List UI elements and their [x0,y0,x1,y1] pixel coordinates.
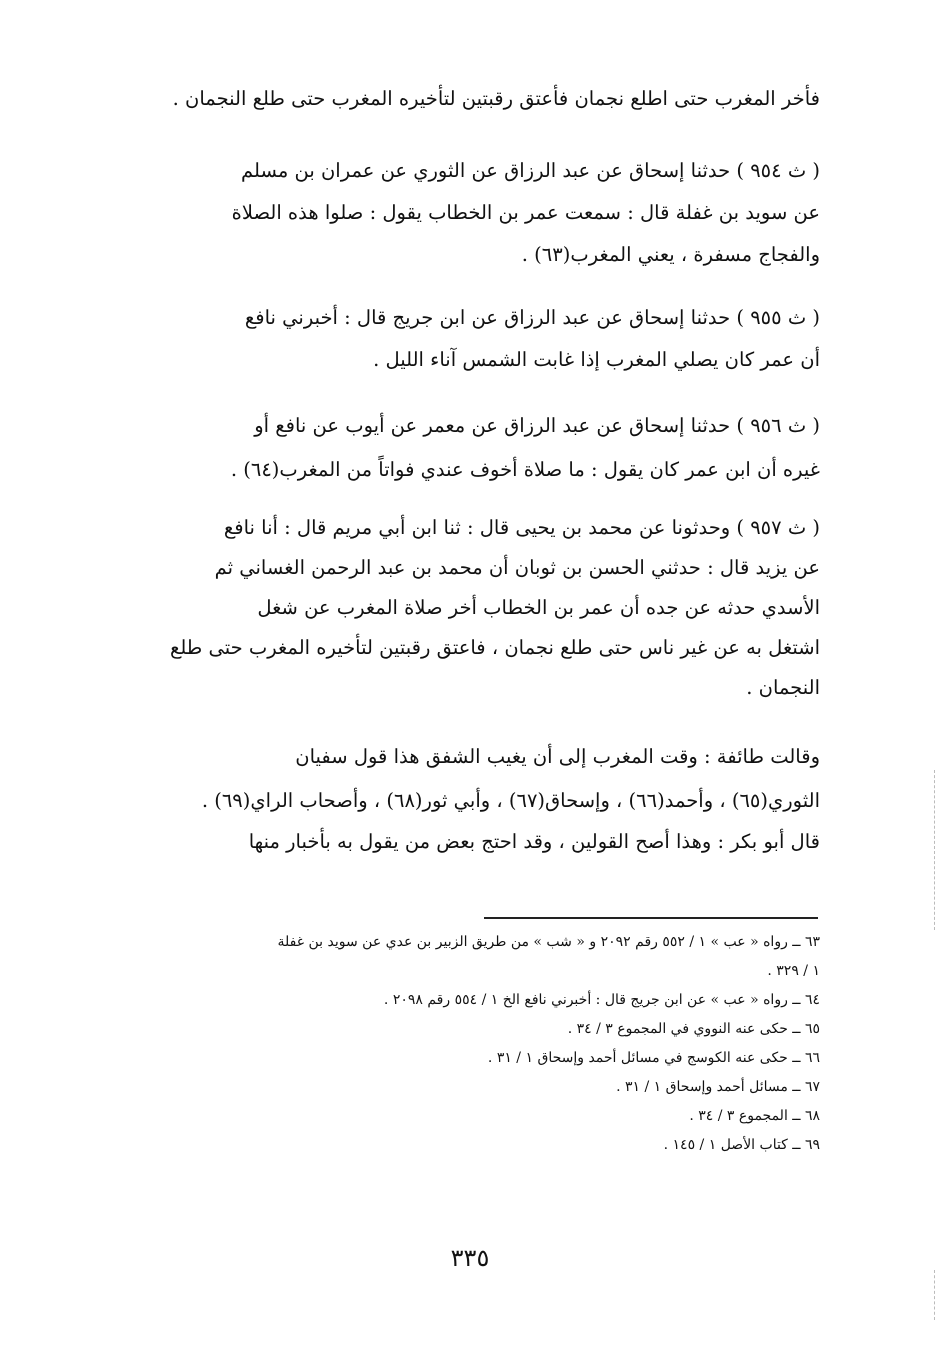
footnote-separator [484,917,818,919]
text-line: عن سويد بن غفلة قال : سمعت عمر بن الخطاب يقول : صلوا هذه الصلاة [231,201,820,224]
paragraph-continuation [158,80,820,118]
paragraph-athar-955 [158,297,820,381]
text-line: والفجاج مسفرة ، يعني المغرب(٦٣) . [521,243,820,266]
footnote-69: ٦٩ ــ كتاب الأصل ١ / ١٤٥ . [663,1137,820,1153]
paragraph-athar-956 [158,404,820,492]
text-line: فأخر المغرب حتى اطلع نجمان فأعتق رقبتين لتأخيره المغرب حتى طلع النجمان . [172,87,820,110]
text-line: ( ث ٩٥٦ ) حدثنا إسحاق عن عبد الرزاق عن معمر عن أيوب عن نافع أو [254,414,820,437]
footnote-65: ٦٥ ــ حكى عنه النووي في المجموع ٣ / ٣٤ . [567,1021,820,1037]
text-line: اشتغل به عن غير ناس حتى طلع نجمان ، فاعتق رقبتين لتأخيره المغرب حتى طلع [169,636,820,659]
paragraph-athar-957 [158,508,820,708]
text-line: غيره أن ابن عمر كان يقول : ما صلاة أخوف عندي فواتاً من المغرب(٦٤) . [230,458,820,481]
footnote-68: ٦٨ ــ المجموع ٣ / ٣٤ . [689,1108,820,1124]
page-number: ٣٣٥ [450,1244,490,1272]
text-line: أن عمر كان يصلي المغرب إذا غابت الشمس آناء الليل . [373,348,820,371]
text-line: النجمان . [746,676,820,699]
text-line: ( ث ٩٥٥ ) حدثنا إسحاق عن عبد الرزاق عن ابن جريج قال : أخبرني نافع [244,306,820,329]
scan-margin-mark [934,770,935,930]
text-line: وقالت طائفة : وقت المغرب إلى أن يغيب الشفق هذا قول سفيان [295,745,820,768]
footnote-63-continued: ١ / ٣٢٩ . [767,963,820,979]
text-line: الأسدي حدثه عن جده أن عمر بن الخطاب أخر صلاة المغرب عن شغل [257,596,820,619]
footnote-63: ٦٣ ــ رواه « عب » ١ / ٥٥٢ رقم ٢٠٩٢ و « شب » من طريق الزبير بن عدي عن سويد بن غفلة [277,934,820,950]
footnote-66: ٦٦ ــ حكى عنه الكوسج في مسائل أحمد وإسحاق ١ / ٣١ . [487,1050,820,1066]
text-line: ( ث ٩٥٧ ) وحدثونا عن محمد بن يحيى قال : ثنا ابن أبي مريم قال : أنا نافع [223,516,820,539]
paragraph-opinion [158,735,820,823]
paragraph-athar-954 [158,150,820,276]
text-line: عن يزيد قال : حدثني الحسن بن ثوبان أن محمد بن عبد الرحمن الغساني ثم [214,556,820,579]
text-line: ( ث ٩٥٤ ) حدثنا إسحاق عن عبد الرزاق عن الثوري عن عمران بن مسلم [241,159,820,182]
scan-margin-mark [934,1270,935,1320]
text-line: قال أبو بكر : وهذا أصح القولين ، وقد احتج بعض من يقول به بأخبار منها [248,830,820,853]
text-line: الثوري(٦٥) ، وأحمد(٦٦) ، وإسحاق(٦٧) ، وأبي ثور(٦٨) ، وأصحاب الراي(٦٩) . [201,789,820,812]
paragraph-abu-bakr [158,825,820,859]
footnote-64: ٦٤ ــ رواه « عب » عن ابن جريج قال : أخبرني نافع الخ ١ / ٥٥٤ رقم ٢٠٩٨ . [383,992,820,1008]
footnotes [158,928,820,1160]
footnote-67: ٦٧ ــ مسائل أحمد وإسحاق ١ / ٣١ . [616,1079,820,1095]
